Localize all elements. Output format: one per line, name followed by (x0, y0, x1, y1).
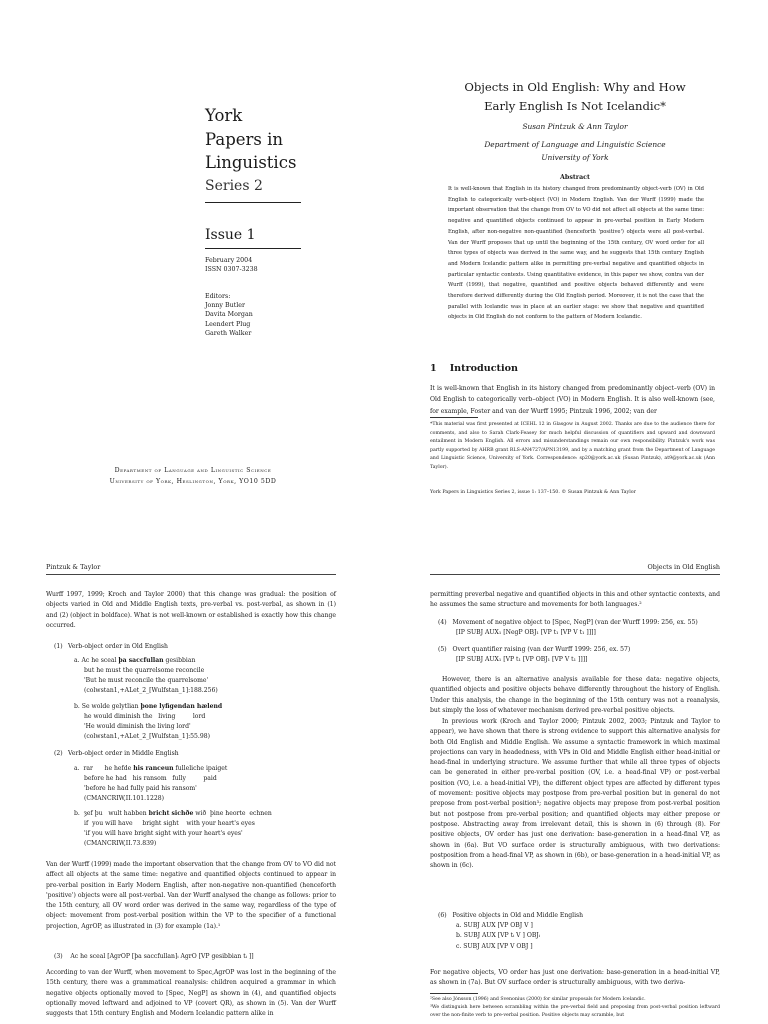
affiliation (440, 138, 710, 164)
object-bold: þone lyfigendan hælend (140, 703, 223, 710)
translation: 'before he had fully paid his ransom' (84, 785, 197, 793)
dept-line: University of York, Heslington, York, YO10 5DD (109, 477, 277, 485)
body-paragraph: permitting preverbal negative and quantified objects in this and other syntactic contexts, and he assumes the same structure and movements for both languages.² (430, 591, 720, 609)
title-line: Early English Is Not Icelandic* (484, 98, 666, 113)
source: (CMANCRIW,II.73.839) (84, 840, 157, 848)
translation: 'He would diminish the living lord' (84, 723, 191, 731)
footnote-rule (430, 417, 478, 418)
example-text: b. Se wolde gelytlian (74, 703, 141, 710)
editor: Jonny Butler (205, 302, 245, 310)
editors-label: Editors: (205, 293, 231, 300)
example-2-heading (54, 749, 179, 759)
footnote: ²See also Jónsson (1996) and Svenonius (2000) for similar proposals for Modern Icelandic. (430, 997, 646, 1002)
title-line: York (205, 106, 243, 125)
section-title: Introduction (449, 363, 519, 374)
editor: Davita Morgan (205, 311, 253, 319)
example-text: gesibbian (163, 657, 196, 664)
example-2a (74, 764, 227, 804)
issue-date: February 2004 (205, 257, 253, 264)
object-bold: þa saccfullan (118, 657, 164, 664)
example-number: (1) (54, 643, 63, 650)
example-structure: c. SUBJ AUX [VP V OBJ ] (456, 942, 533, 950)
running-header-right: Objects in Old English (647, 563, 720, 571)
title-line: Linguistics (205, 153, 297, 172)
header-rule (430, 574, 720, 575)
source: (CMANCRIW,II.101.1228) (84, 795, 165, 803)
paper-title (440, 78, 710, 115)
citation-line: York Papers in Linguistics Series 2, issue 1: 137–150. © Susan Pintzuk & Ann Taylor (430, 490, 636, 495)
example-title: (6) Positive objects in Old and Middle English (438, 912, 584, 919)
example-title: Verb-object order in Middle English (68, 750, 179, 757)
example-text: b. ȝef þu wult habben (74, 810, 149, 817)
example-5 (438, 645, 630, 665)
example-structure: b. SUBJ AUX [VP tᵢ V ] OBJᵢ (456, 932, 540, 940)
issn: ISSN 0307-3238 (205, 266, 258, 274)
translation: 'But he must reconcile the quarrelsome' (84, 677, 209, 685)
body-paragraph: According to van der Wurff, when movement to Spec,AgrOP was lost in the beginning of the 15th century, there was a grammatical reanalysis: children acquired a grammar in which negative objects optionally moved to [Spec, NegP] as shown in (4), and quantified objects optionally moved leftward and adjoined to VP (covert QR), as shown in (5). Van der Wurff suggests that 15th century English and Modern Icelandic pattern alike in (46, 969, 336, 1018)
example-structure: [IP SUBJ AUX₁ [VP t₁ [VP OBJ₁ [VP V t₁ ]]]] (456, 656, 588, 664)
example-text: a. rar he hefde (74, 765, 134, 772)
source: (colwstan1,+ALet_2_[Wulfstan_1]:55.98) (84, 733, 210, 741)
editor: Leendert Plug (205, 320, 251, 328)
gloss: before he had his ransom fully paid (84, 775, 217, 783)
section-heading (430, 363, 518, 374)
affiliation-line: University of York (541, 153, 609, 162)
example-text: (4) Movement of negative object to [Spec, NegP] (van der Wurff 1999: 256, ex. 55) (438, 619, 698, 626)
abstract-heading: Abstract (560, 174, 590, 181)
issue-number: Issue 1 (205, 227, 256, 243)
example-2b (74, 809, 272, 849)
example-1b (74, 702, 222, 742)
footnotes (430, 996, 720, 1021)
running-header-left: Pintzuk & Taylor (46, 563, 101, 571)
series-number: Series 2 (205, 178, 263, 194)
example-1-heading (54, 642, 168, 652)
title-line: Objects in Old English: Why and How (464, 80, 686, 94)
translation: 'if you will have bright sight with your heart's eyes' (84, 830, 243, 838)
body-paragraph: However, there is an alternative analysis available for these data: negative objects, quantified objects and positive objects behave differently throughout the history of English. Under this analysis, the change in the beginning of the 15th century was not a reanalysis, but simply the loss of whatever mechanism derived pre-verbal positive objects. (430, 676, 720, 714)
body-paragraph: For negative objects, VO order has just one derivation: base-generation in a head-initial VP, as shown in (7a). But OV surface order is structurally ambiguous, with two deriva- (430, 969, 720, 987)
example-text: a. Ac he sceal (74, 657, 119, 664)
affiliation-line: Department of Language and Linguistic Science (484, 140, 666, 149)
authors: Susan Pintzuk & Ann Taylor (522, 122, 628, 131)
editor: Gareth Walker (205, 329, 252, 337)
source: (colwstan1,+ALet_2_[Wulfstan_1]:188.256) (84, 687, 218, 695)
example-4 (438, 618, 698, 638)
example-text: wið þine heorte echnen (193, 810, 272, 817)
gloss: if you will have bright sight with your heart's eyes (84, 820, 255, 828)
footnote: *This material was first presented at ICEHL 12 in Glasgow in August 2002. Thanks are due to the audience there for comments, and also to Sarah Clark-Feasey for much helpful discussion of quantifiers and upward and downward entailment in Modern English. All errors and misunderstandings remain our own responsibility. Pintzuk's work was partly supported by AHRB grant RLS-AN4727/APN13199, and by a matching grant from the Department of Language and Linguistic Science, University of York. Correspondence: sp20@york.ac.uk (Susan Pintzuk), at9@york.ac.uk (Ann Taylor). (430, 422, 715, 470)
example-title: Verb-object order in Old English (68, 643, 168, 650)
abstract-text: It is well-known that English in its history changed from predominantly object-verb (OV) in Old English to categorically verb-object (VO) in Modern English. Van der Wurff (1999) made the important observation that the change from OV to VO did not affect all objects at the same time: negative and quantified objects continued to appear in pre-verbal position in Early Modern English, after non-negative non-quantified (henceforth 'positive') objects were all post-verbal. Van der Wurff proposes that up until the beginning of the 15th century, OV word order for all three types of objects was derived in the same way, and he suggests that 15th century English and Modern Icelandic pattern alike in permitting pre-verbal negative and quantified objects in particular syntactic contexts. Using quantitative evidence, in this paper we show, contra van der Wurff (1999), that negative, quantified and positive objects behaved differently and were therefore derived differently during the Old English period. Moreover, it is not the case that the parallel with Icelandic was in place at an earlier stage: we show that negative and quantified objects in Old English do not conform to the pattern of Modern Icelandic. (448, 186, 704, 321)
body-paragraph: In previous work (Kroch and Taylor 2000; Pintzuk 2002, 2003; Pintzuk and Taylor to appear), we have shown that there is strong evidence to support this alternative analysis for both Old English and Middle English. We assume a syntactic framework in which maximal projections can vary in headedness, with VPs in Old and Middle English either head-initial or head-final in underlying structure. We assume further that while all three types of objects can be generated in either pre-verbal position (OV, i.e. a head-final VP) or post-verbal position (VO, i.e. a head-initial VP), the different object types are affected by different types of movement: positive objects may postpose from pre-verbal position but in general do not prepose from post-verbal position³; negative objects may prepose from post-verbal position but not postpose from pre-verbal position; and quantified objects may either prepose or postpose. Abstracting away from irrelevant detail, this is shown in (6) through (8). For positive objects, OV order has just one derivation: base-generation in a head-final VP, as shown in (6a). But VO surface order is structurally ambiguous, with two derivations: postposition from a head-final VP, as shown in (6b), or base-generation in a head-initial VP, as shown in (6c). (430, 718, 720, 870)
example-1a (74, 656, 218, 696)
example-number: (2) (54, 750, 63, 757)
section-number: 1 (430, 363, 437, 374)
example-structure: a. SUBJ AUX [VP OBJ V ] (456, 922, 533, 930)
gloss: but he must the quarrelsome reconcile (84, 667, 205, 675)
example-text: (5) Overt quantifier raising (van der Wurff 1999: 256, ex. 57) (438, 646, 631, 653)
footnote: ³We distinguish here between scrambling within the pre-verbal field and preposing from post-verbal position leftward over the non-finite verb to pre-verbal position. Positive objects may scramble, but (430, 1005, 720, 1019)
object-bold: bricht sichðe (148, 810, 194, 817)
gloss: he would diminish the living lord (84, 713, 206, 721)
dept-line: Department of Language and Linguistic Science (114, 467, 272, 474)
title-line: Papers in (205, 129, 284, 149)
example-6 (438, 911, 583, 952)
example-structure: [IP SUBJ AUX₁ [NegP OBJ₁ [VP t₁ [VP V t₁ ]]]] (456, 629, 596, 637)
object-bold: his ranceun (133, 765, 174, 772)
example-3: (3) Ac he sceal [AgrOP [þa saccfullan]ᵢ AgrO [VP gesibbian tᵢ ]] (54, 953, 254, 960)
footnote-rule (430, 993, 478, 994)
intro-paragraph: It is well-known that English in its history changed from predominantly object–verb (OV) in Old English to categorically verb–object (VO) in Modern English. It is also well-known (see, for example, Foster and van der Wurff 1995; Pintzuk 1996, 2002; van der (430, 385, 715, 415)
body-paragraph: Van der Wurff (1999) made the important observation that the change from OV to VO did not affect all objects at the same time: negative and quantified objects continued to appear in pre-verbal position in Early Modern English, after non-negative non-quantified (henceforth 'positive') objects were all post-verbal. Van der Wurff analysed the change as follows: prior to the 15th century, all OV word order was derived in the same way, regardless of the type of object: movement from post-verbal position within the VP to the specifier of a functional projection, AgrOP, as illustrated in (3) for example (1a).¹ (46, 861, 336, 930)
example-text: fulleliche ipaiget (173, 765, 228, 772)
body-paragraph: Wurff 1997, 1999; Kroch and Taylor 2000) that this change was gradual: the position of objects varied in Old and Middle English texts, pre-verbal vs. post-verbal, as shown in (1) and (2) (object in boldface). What is not well-known or established is exactly how this change occurred. (46, 591, 336, 629)
header-rule (46, 574, 336, 575)
